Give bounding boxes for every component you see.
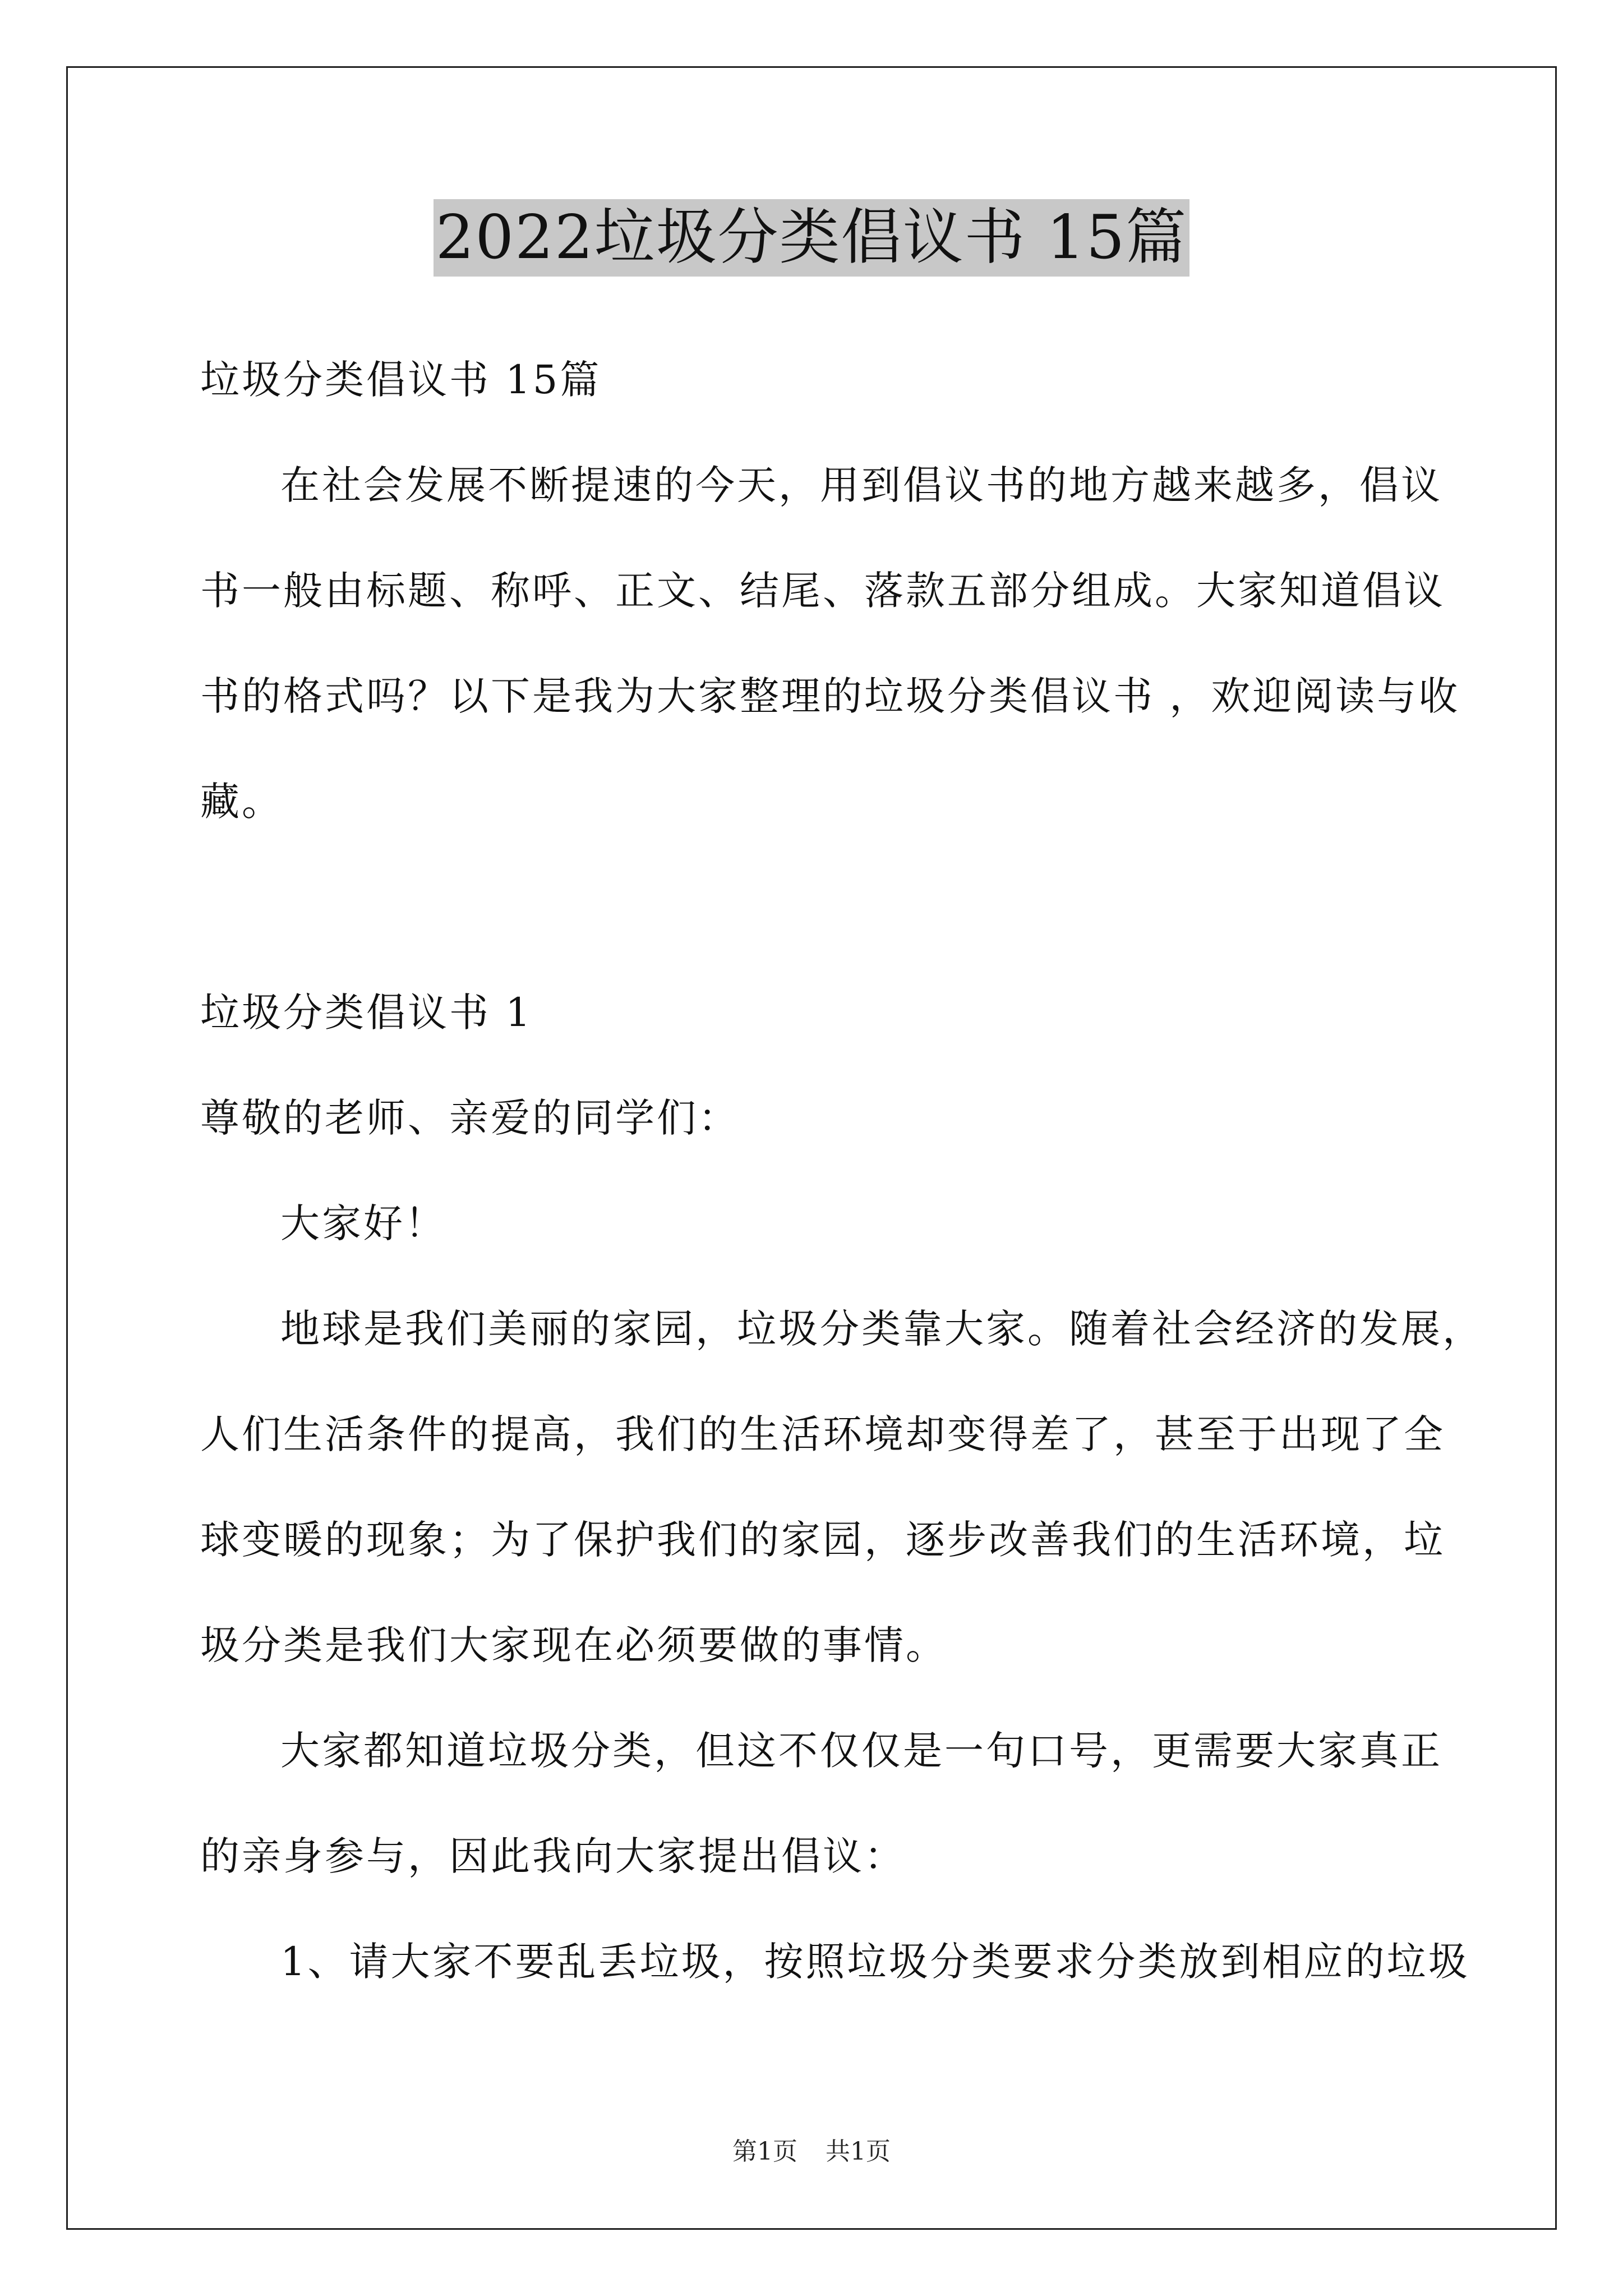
page-number: 第1页 [732, 2137, 797, 2166]
title-wrap [0, 199, 1623, 277]
salutation: 尊敬的老师、亲爱的同学们： [200, 1095, 740, 1141]
para1-line-4: 圾分类是我们大家现在必须要做的事情。 [200, 1622, 947, 1668]
para1-line-3: 球变暖的现象；为了保护我们的家园，逐步改善我们的生活环境，垃 [200, 1517, 1445, 1563]
page-footer [0, 2135, 1623, 2169]
intro-line-2: 书一般由标题、称呼、正文、结尾、落款五部分组成。大家知道倡议 [200, 568, 1445, 614]
para2-line-1: 大家都知道垃圾分类，但这不仅仅是一句口号，更需要大家真正 [280, 1728, 1442, 1774]
intro-line-3: 书的格式吗？以下是我为大家整理的垃圾分类倡议书 ，欢迎阅读与收 [200, 673, 1460, 719]
para2-line-2: 的亲身参与，因此我向大家提出倡议： [200, 1833, 906, 1879]
para1-line-1: 地球是我们美丽的家园，垃圾分类靠大家。随着社会经济的发展， [280, 1306, 1484, 1352]
page-total: 共1页 [826, 2137, 891, 2166]
subtitle: 垃圾分类倡议书 15篇 [200, 357, 602, 403]
item1-line: 1、请大家不要乱丢垃圾，按照垃圾分类要求分类放到相应的垃圾 [280, 1939, 1470, 1985]
para1-line-2: 人们生活条件的提高，我们的生活环境却变得差了，甚至于出现了全 [200, 1411, 1445, 1457]
intro-line-4: 藏。 [200, 779, 283, 825]
document-title: 2022垃圾分类倡议书 15篇 [434, 199, 1190, 277]
intro-line-1: 在社会发展不断提速的今天，用到倡议书的地方越来越多，倡议 [280, 462, 1442, 508]
greeting: 大家好！ [280, 1200, 446, 1246]
section-heading: 垃圾分类倡议书 1 [200, 990, 533, 1036]
